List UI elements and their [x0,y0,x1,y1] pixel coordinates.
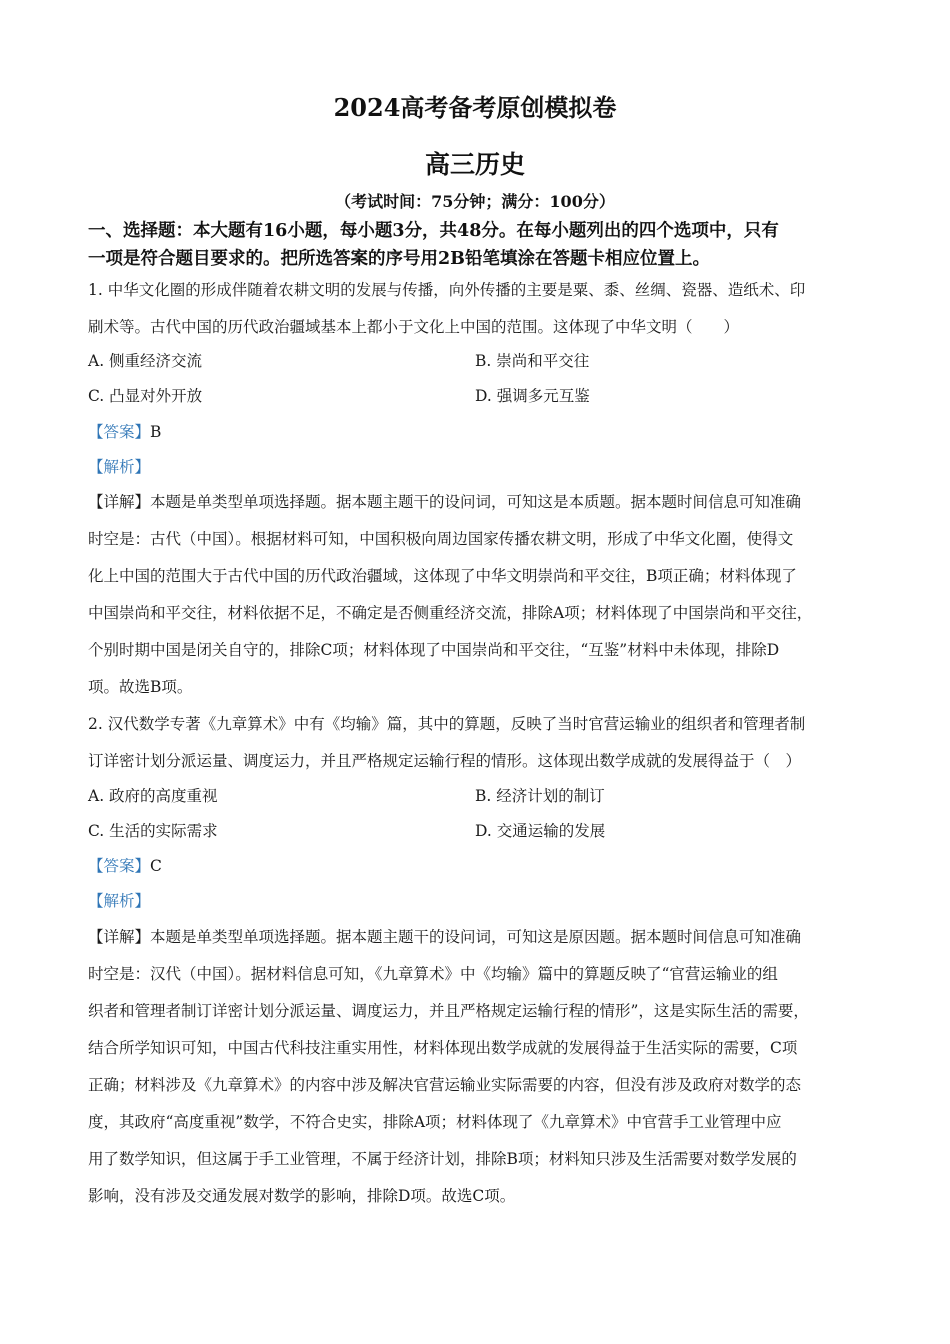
q2-stem-line: 订详密计划分派运量、调度运力，并且严格规定运输行程的情形。这体现出数学成就的发展得益于（ ） [88,752,802,770]
answer-value: B [150,423,162,441]
q2-detail-line: 用了数学知识，但这属于手工业管理，不属于经济计划，排除B项；材料知只涉及生活需要对数学发展的 [88,1150,797,1168]
q2-analysis-tag: 【解析】 [88,892,151,910]
detail-tag: 【详解】 [88,928,151,946]
q1-detail-line: 中国崇尚和平交往，材料依据不足，不确定是否侧重经济交流，排除A项；材料体现了中国崇尚和平交往， [88,604,813,622]
q2-option-c: C. 生活的实际需求 [88,822,218,840]
q1-option-b: B. 崇尚和平交往 [475,352,590,370]
q2-option-b: B. 经济计划的制订 [475,787,605,805]
q2-detail-line: 结合所学知识可知，中国古代科技注重实用性，材料体现出数学成就的发展得益于生活实际的需要，C项 [88,1039,798,1057]
q2-detail-line: 度，其政府“高度重视”数学，不符合史实，排除A项；材料体现了《九章算术》中官营手工业管理中应 [88,1113,782,1131]
answer-tag: 【答案】 [88,423,151,441]
section-instruction-line-2: 一项是符合题目要求的。把所选答案的序号用2B铅笔填涂在答题卡相应位置上。 [88,249,710,269]
q1-detail-line: 个别时期中国是闭关自守的，排除C项；材料体现了中国崇尚和平交往，“互鉴”材料中未体现，排除D [88,641,780,659]
q1-stem-line: 1. 中华文化圈的形成伴随着农耕文明的发展与传播，向外传播的主要是粟、黍、丝绸、瓷器、造纸术、印 [88,281,806,299]
q1-detail-line [88,491,801,513]
q1-detail-line: 项。故选B项。 [88,678,193,696]
q2-option-d: D. 交通运输的发展 [475,822,606,840]
section-instruction-line-1: 一、选择题：本大题有16小题，每小题3分，共48分。在每小题列出的四个选项中，只有 [88,221,779,241]
exam-info: （考试时间：75分钟；满分：100分） [335,192,615,211]
q1-stem-line: 刷术等。古代中国的历代政治疆域基本上都小于文化上中国的范围。这体现了中华文明（ ） [88,318,740,336]
q2-option-a: A. 政府的高度重视 [88,787,218,805]
q1-option-c: C. 凸显对外开放 [88,387,203,405]
answer-value: C [150,857,162,875]
q1-analysis-tag: 【解析】 [88,458,151,476]
q2-detail-line: 织者和管理者制订详密计划分派运量、调度运力，并且严格规定运输行程的情形”，这是实际生活的需要， [88,1002,809,1020]
detail-text: 本题是单类型单项选择题。据本题主题干的设问词，可知这是原因题。据本题时间信息可知准确 [150,928,802,946]
subject-title: 高三历史 [424,150,525,179]
q2-detail-line: 影响，没有涉及交通发展对数学的影响，排除D项。故选C项。 [88,1187,516,1205]
q2-detail-line: 正确；材料涉及《九章算术》的内容中涉及解决官营运输业实际需要的内容，但没有涉及政府对数学的态 [88,1076,802,1094]
q2-detail-line: 时空是：汉代（中国）。据材料信息可知，《九章算术》中《均输》篇中的算题反映了“官营运输业的组 [88,965,778,983]
q2-stem-line: 2. 汉代数学专著《九章算术》中有《均输》篇，其中的算题，反映了当时官营运输业的组织者和管理者制 [88,715,806,733]
detail-text: 本题是单类型单项选择题。据本题主题干的设问词，可知这是本质题。据本题时间信息可知准确 [150,493,802,511]
answer-tag: 【答案】 [88,857,151,875]
q2-detail-line [88,926,801,948]
q1-detail-line: 时空是：古代（中国）。根据材料可知，中国积极向周边国家传播农耕文明，形成了中华文化圈，使得文 [88,530,794,548]
detail-tag: 【详解】 [88,493,151,511]
q1-option-d: D. 强调多元互鉴 [475,387,590,405]
q1-option-a: A. 侧重经济交流 [88,352,203,370]
q1-answer [88,421,161,443]
q2-answer [88,855,162,877]
exam-title: 2024高考备考原创模拟卷 [333,93,617,122]
q1-detail-line: 化上中国的范围大于古代中国的历代政治疆域，这体现了中华文明崇尚和平交往，B项正确；材料体现了 [88,567,797,585]
